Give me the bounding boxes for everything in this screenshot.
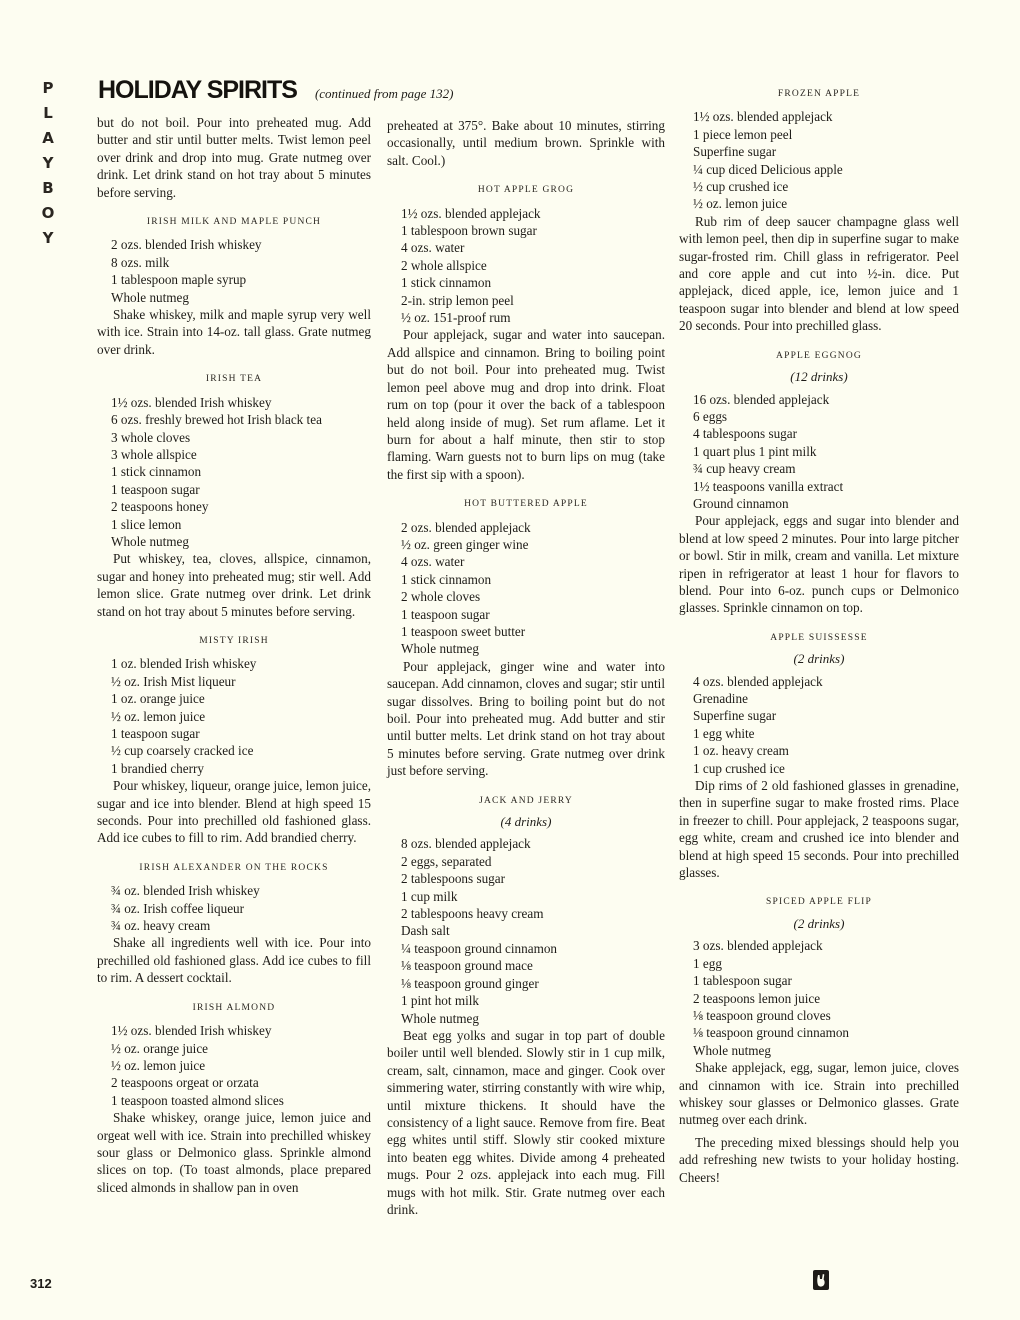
sidebar-letter: L — [43, 104, 53, 122]
ingredient: 4 ozs. blended applejack — [693, 673, 823, 689]
column-1 — [97, 114, 371, 1196]
recipe — [97, 1000, 371, 1196]
sidebar-letter: B — [42, 179, 54, 197]
recipe-directions: Pour applejack, ginger wine and water into saucepan. Add cinnamon, cloves and sugar; stir until sugar dissolves. Bring to boiling point but do not boil. Pour into preheated mug. Add butter and stir until butter melts. Let drink stand on hot tray about 5 minutes before serving. Grate nutmeg over drink just before serving. — [387, 658, 665, 779]
ingredient-list — [97, 394, 371, 551]
recipe-directions: Shake applejack, egg, sugar, lemon juice, cloves and cinnamon with ice. Strain into prechilled whiskey sour glasses or Delmonico glasses. Grate nutmeg over each drink. — [679, 1060, 959, 1128]
ingredient: 1 egg — [693, 955, 722, 971]
ingredient-list — [387, 205, 665, 327]
ingredient: 1 stick cinnamon — [401, 275, 492, 291]
recipe-yield: (4 drinks) — [500, 814, 552, 830]
ingredient: 1½ teaspoons vanilla extract — [693, 478, 844, 494]
ingredient: 2 teaspoons honey — [111, 499, 209, 515]
ingredient: Superfine sugar — [693, 708, 777, 724]
recipe-directions: Shake all ingredients well with ice. Pour into prechilled old fashioned glass. Add ice cubes to fill to rim. A dessert cocktail. — [97, 935, 371, 986]
ingredient-list — [679, 673, 959, 777]
ingredient: 1 pint hot milk — [401, 993, 480, 1009]
recipe — [97, 860, 371, 987]
ingredient: 3 ozs. blended applejack — [693, 938, 823, 954]
intro-text: preheated at 375°. Bake about 10 minutes, stirring occasionally, until medium brown. Sprinkle with salt. Cool.) — [387, 118, 665, 168]
ingredient: 1 oz. blended Irish whiskey — [111, 656, 257, 672]
continued-note: (continued from page 132) — [314, 86, 454, 101]
recipe-directions: Shake whiskey, milk and maple syrup very well with ice. Strain into 14-oz. tall glass. Grate nutmeg over drink. — [97, 307, 371, 357]
ingredient-list — [387, 835, 665, 1026]
ingredient: ¼ cup diced Delicious apple — [693, 161, 843, 177]
ingredient: 1 cup crushed ice — [693, 760, 785, 776]
ingredient: Grenadine — [693, 691, 748, 706]
recipe — [97, 633, 371, 847]
ingredient: 1 teaspoon sugar — [401, 606, 490, 622]
recipe-title: APPLE EGGNOG — [776, 350, 862, 361]
recipe — [97, 371, 371, 620]
ingredient: 2 ozs. blended Irish whiskey — [111, 237, 262, 253]
recipe-directions: Shake whiskey, orange juice, lemon juice and orgeat well with ice. Strain into prechilled whiskey sour glass or Delmonico glass. Sprinkle almond slices on top. (To toast almonds, place prepared sliced almonds in shallow pan in oven — [97, 1110, 371, 1195]
recipe-title: IRISH ALMOND — [192, 1002, 276, 1013]
ingredient: ½ cup crushed ice — [693, 179, 789, 195]
recipe-yield: (12 drinks) — [790, 369, 848, 385]
recipe-directions: Dip rims of 2 old fashioned glasses in grenadine, then in superfine sugar to make frosted rims. Place in freezer to chill. Pour applejack, 2 teaspoons sugar, egg white, cream and crushed ice into blender and blend at high speed 15 seconds. Pour into prechilled glasses. — [679, 778, 959, 881]
ingredient: 8 ozs. blended applejack — [401, 836, 531, 852]
ingredient-list — [97, 1022, 371, 1109]
recipe-title: IRISH MILK AND MAPLE PUNCH — [146, 217, 322, 228]
ingredient-list — [387, 519, 665, 658]
ingredient: 1 stick cinnamon — [401, 571, 492, 587]
recipe — [387, 793, 665, 1219]
intro-text: but do not boil. Pour into preheated mug. Add butter and stir until butter melts. Twist lemon peel over drink and drop into mug. Grate nutmeg over drink. Let drink stand on hot tray about 5 minutes before serving. — [97, 115, 371, 200]
ingredient: 1 slice lemon — [111, 516, 182, 532]
ingredient-list — [679, 937, 959, 1059]
ingredient: 1½ ozs. blended applejack — [693, 109, 833, 125]
ingredient: 2 whole cloves — [401, 589, 481, 605]
ingredient: 4 ozs. water — [401, 554, 465, 570]
ingredient: 1 oz. heavy cream — [693, 743, 789, 759]
ingredient: ½ oz. lemon juice — [111, 708, 206, 724]
ingredient: Whole nutmeg — [401, 641, 480, 657]
ingredient: ½ oz. green ginger wine — [401, 536, 529, 552]
closing-text: The preceding mixed blessings should help you add refreshing new twists to your holiday hosting. Cheers! — [679, 1134, 959, 1185]
sidebar-letter: P — [42, 79, 54, 97]
article-header — [98, 76, 498, 105]
ingredient: Superfine sugar — [693, 144, 777, 160]
ingredient: 1 teaspoon sugar — [111, 481, 200, 497]
recipe-yield: (2 drinks) — [793, 651, 845, 667]
ingredient: Dash salt — [401, 923, 450, 939]
ingredient: 2 tablespoons heavy cream — [401, 906, 544, 922]
ingredient: ⅛ teaspoon ground cloves — [693, 1007, 831, 1023]
ingredient: 6 eggs — [693, 408, 728, 424]
ingredient-list — [97, 655, 371, 777]
article-title: HOLIDAY SPIRITS — [98, 76, 297, 104]
sidebar-letter: Y — [42, 154, 54, 172]
recipe — [679, 86, 959, 335]
ingredient: 1½ ozs. blended Irish whiskey — [111, 394, 272, 410]
recipe-yield: (2 drinks) — [793, 915, 845, 931]
recipe-directions: Pour applejack, eggs and sugar into blender and blend at low speed 2 minutes. Pour into large pitcher or bowl. Stir in milk, cream and vanilla. Let mixture ripen in refrigerator at least 1 hour for flavors to blend. Pour into 6-oz. punch cups or Delmonico glasses. Sprinkle cinnamon on top. — [679, 513, 959, 616]
ingredient: Whole nutmeg — [111, 289, 190, 305]
ingredient: ½ oz. lemon juice — [111, 1057, 206, 1073]
ingredient: Whole nutmeg — [693, 1042, 772, 1058]
ingredient-list — [679, 108, 959, 212]
recipe-directions: Pour applejack, sugar and water into saucepan. Add allspice and cinnamon. Bring to boiling point but do not boil. Pour into preheated mug. Twist lemon peel above mug and drop into drink. Float rum on top (pour it over the back of a tablespoon held along inside of mug). Set rum aflame. Let it burn for about a half minute, then stir to stop flaming. Warn guests not to burn lips on mug (take the first sip with a spoon). — [387, 327, 665, 482]
recipe-title: IRISH ALEXANDER ON THE ROCKS — [139, 862, 329, 873]
ingredient: 16 ozs. blended applejack — [693, 391, 830, 407]
ingredient: 2 ozs. blended applejack — [401, 519, 531, 535]
recipe-directions: Beat egg yolks and sugar in top part of double boiler until well blended. Slowly stir in 1 cup milk, cream, salt, cinnamon, mace and ginger. Cook over simmering water, stirring constantly with wire whip, until mixture thickens. It should have the consistency of a light sauce. Remove from fire. Beat egg whites until stiff. Slowly stir cooked mixture into beaten egg whites. Divide among 4 preheated mugs. Pour 2 ozs. applejack into each mug. Fill mugs with hot milk. Stir. Grate nutmeg over each drink. — [387, 1027, 665, 1217]
recipe-directions: Pour whiskey, liqueur, orange juice, lemon juice, sugar and ice into blender. Blend at high speed 15 seconds. Pour into prechilled old fashioned glass. Add ice cubes to fill to rim. Add brandied cherry. — [97, 778, 371, 846]
recipe — [679, 348, 959, 617]
ingredient: ½ oz. 151-proof rum — [401, 310, 511, 326]
ingredient: 3 whole allspice — [111, 446, 197, 462]
ingredient: 2 tablespoons sugar — [401, 871, 506, 887]
ingredient: ½ cup coarsely cracked ice — [111, 743, 254, 759]
ingredient: 1 teaspoon sweet butter — [401, 623, 526, 639]
ingredient: ¾ oz. Irish coffee liqueur — [111, 900, 245, 916]
ingredient: ⅛ teaspoon ground ginger — [401, 975, 539, 991]
magazine-name-vertical — [28, 76, 68, 251]
ingredient-list — [97, 882, 371, 934]
sidebar-letter: Y — [42, 229, 54, 247]
ingredient: ¼ teaspoon ground cinnamon — [401, 940, 558, 956]
ingredient-list — [97, 236, 371, 306]
ingredient: ¾ oz. heavy cream — [111, 918, 211, 934]
ingredient: 2 teaspoons lemon juice — [693, 990, 821, 1006]
ingredient: 1 teaspoon sugar — [111, 726, 200, 741]
recipe-directions: Rub rim of deep saucer champagne glass well with lemon peel, then dip in superfine sugar to make sugar-frosted rim. Chill glass in refrigerator. Peel and core apple and cut into ½-in. dice. Put applejack, diced apple, ice, lemon juice and 1 teaspoon sugar into blender and blend at low speed 20 seconds. Pour into prechilled glass. — [679, 213, 959, 334]
ingredient: 1 oz. orange juice — [111, 691, 205, 707]
ingredient: 1 brandied cherry — [111, 760, 205, 776]
page-number: 312 — [30, 1276, 52, 1291]
ingredient: 3 whole cloves — [111, 429, 191, 445]
recipe-title: HOT BUTTERED APPLE — [464, 499, 588, 510]
recipe-title: HOT APPLE GROG — [477, 185, 575, 196]
ingredient: ½ oz. orange juice — [111, 1040, 209, 1056]
ingredient: 1 stick cinnamon — [111, 464, 202, 480]
column-2 — [387, 117, 665, 1218]
ingredient: 2 eggs, separated — [401, 853, 492, 869]
recipe — [679, 894, 959, 1128]
rabbit-head-icon — [813, 1270, 829, 1290]
ingredient: 1 tablespoon maple syrup — [111, 272, 247, 288]
ingredient: 2 teaspoons orgeat or orzata — [111, 1075, 259, 1091]
ingredient: Ground cinnamon — [693, 495, 789, 511]
ingredient: Whole nutmeg — [111, 533, 190, 549]
ingredient: 1 teaspoon toasted almond slices — [111, 1092, 284, 1108]
sidebar-letter: A — [42, 129, 54, 147]
ingredient: 6 ozs. freshly brewed hot Irish black tea — [111, 412, 322, 428]
recipe-title: FROZEN APPLE — [777, 89, 861, 99]
recipe-title: JACK AND JERRY — [479, 795, 573, 806]
recipe — [387, 182, 665, 483]
ingredient: 8 ozs. milk — [111, 254, 170, 270]
ingredient-list — [679, 391, 959, 513]
recipe-title: SPICED APPLE FLIP — [766, 897, 872, 908]
ingredient: 1 quart plus 1 pint milk — [693, 443, 817, 459]
recipe — [387, 496, 665, 780]
ingredient: 1½ ozs. blended Irish whiskey — [111, 1023, 272, 1039]
sidebar-letter: O — [41, 204, 55, 222]
ingredient: ⅛ teaspoon ground mace — [401, 958, 533, 974]
ingredient: 1½ ozs. blended applejack — [401, 205, 541, 221]
column-3 — [679, 86, 959, 1186]
recipe — [97, 214, 371, 358]
recipe-title: IRISH TEA — [205, 374, 263, 385]
ingredient: 1 cup milk — [401, 888, 458, 904]
ingredient: ¾ oz. blended Irish whiskey — [111, 883, 260, 899]
ingredient: 1 tablespoon sugar — [693, 973, 792, 989]
ingredient: 4 tablespoons sugar — [693, 426, 798, 442]
ingredient: 1 piece lemon peel — [693, 126, 793, 142]
ingredient: Whole nutmeg — [401, 1010, 480, 1026]
recipe-directions: Put whiskey, tea, cloves, allspice, cinnamon, sugar and honey into preheated mug; stir well. Add lemon slice. Grate nutmeg over drink. Let drink stand on hot tray about 5 minutes before serving. — [97, 551, 371, 619]
ingredient: 4 ozs. water — [401, 240, 465, 256]
ingredient: ¾ cup heavy cream — [693, 461, 796, 477]
ingredient: ½ oz. lemon juice — [693, 196, 788, 212]
ingredient: 1 egg white — [693, 725, 755, 741]
ingredient: ½ oz. Irish Mist liqueur — [111, 673, 236, 689]
recipe-title: APPLE SUISSESSE — [770, 632, 868, 643]
ingredient: ⅛ teaspoon ground cinnamon — [693, 1025, 850, 1041]
ingredient: 1 tablespoon brown sugar — [401, 223, 537, 239]
ingredient: 2 whole allspice — [401, 257, 487, 273]
recipe-title: MISTY IRISH — [199, 635, 269, 646]
ingredient: 2-in. strip lemon peel — [401, 292, 514, 308]
recipe — [679, 630, 959, 882]
